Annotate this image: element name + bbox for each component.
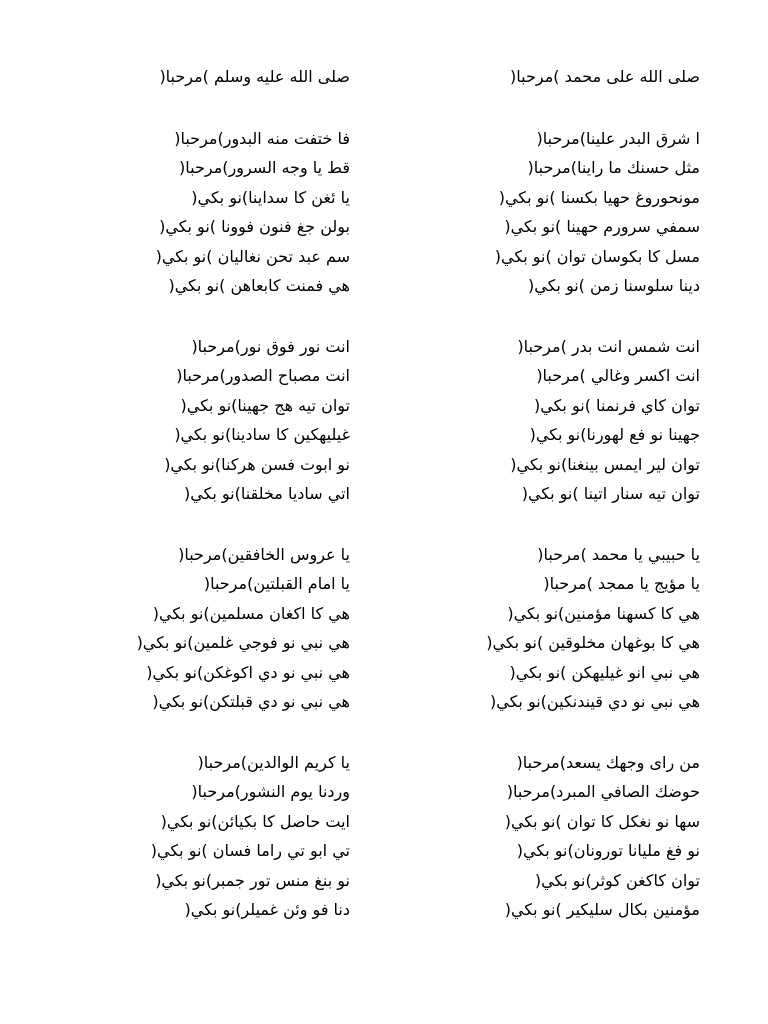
verse-line: هي نبي انو غيليهكن )نو بكي( — [509, 662, 700, 682]
verse-line: توان كاي فرنمنا )نو بكي( — [534, 395, 700, 415]
verse-line: يا ئغن كا سداينا)نو بكي( — [191, 187, 350, 207]
verse-line: يا عروس الخافقين)مرحبا( — [178, 544, 350, 564]
verse-line: يا مؤيج يا ممجد )مرحبا( — [543, 574, 700, 593]
left-column — [60, 62, 350, 956]
verse-line: سها نو نغكل كا توان )نو بكي( — [504, 811, 700, 831]
verse-line: وردنا يوم النشور)مرحبا( — [191, 782, 350, 801]
stanza — [400, 540, 700, 717]
verse-line: مسل كا بكوسان توان )نو بكي( — [494, 246, 700, 266]
verse-line: يا كريم الوالدين)مرحبا( — [197, 752, 350, 772]
verse-line: هي نبي نو فوجي غلمين)نو بكي( — [136, 633, 350, 652]
verse-line: انت مصباح الصدور)مرحبا( — [176, 366, 350, 385]
verse-line: هي نبي نو دي قبلتكن)نو بكي( — [152, 692, 350, 711]
right-column — [400, 62, 700, 956]
verse-line: سمفي سرورم حهينا )نو بكي( — [504, 217, 700, 236]
verse-line: مونحوروغ حهيا بكسنا )نو بكي( — [498, 187, 700, 207]
stanza — [60, 332, 350, 509]
verse-line: هي كا بوغهان مخلوقين )نو بكي( — [486, 633, 700, 652]
verse-line: يا امام القبلتين)مرحبا( — [203, 574, 350, 593]
verse-line: توان لير ايمس بينغنا)نو بكي( — [510, 454, 700, 474]
stanza — [400, 124, 700, 301]
stanza — [60, 62, 350, 92]
verse-line: ا شرق البدر علينا)مرحبا( — [536, 128, 700, 148]
verse-line: دينا سلوسنا زمن )نو بكي( — [527, 276, 700, 295]
stanza — [400, 332, 700, 509]
verse-line: نو بنغ منس تور جمبر)نو بكي( — [155, 870, 350, 890]
stanza — [400, 748, 700, 925]
verse-line: انت نور فوق نور)مرحبا( — [191, 336, 350, 356]
verse-line: مثل حسنك ما راينا)مرحبا( — [527, 158, 700, 177]
verse-line: نو ابوت فسن هركنا)نو بكي( — [164, 454, 350, 474]
verse-line: تي ابو تي راما فسان )نو بكي( — [150, 841, 350, 860]
verse-line: هي كا كسهنا مؤمنين)نو بكي( — [507, 603, 700, 623]
verse-line: انت شمس انت بدر )مرحبا( — [517, 336, 700, 356]
verse-line: هي نبي نو دي قيندنكين)نو بكي( — [489, 692, 700, 711]
verse-line: هي نبي نو دي اكوغكن)نو بكي( — [146, 662, 350, 682]
verse-line: هي فمنت كابعاهن )نو بكي( — [168, 276, 350, 295]
verse-line: بولن جغ فنون فوونا )نو بكي( — [159, 217, 350, 236]
stanza — [60, 540, 350, 717]
verse-line: يا حبيبي يا محمد )مرحبا( — [537, 544, 700, 564]
verse-line: قط يا وجه السرور)مرحبا( — [179, 158, 350, 177]
verse-line: توان تيه سنار اتينا )نو بكي( — [521, 484, 700, 503]
verse-line: مؤمنين بكال سليكير )نو بكي( — [504, 900, 700, 919]
verse-line: توان كاكغن كوثر)نو بكي( — [534, 870, 700, 890]
verse-line: سم عبد تحن نغاليان )نو بكي( — [155, 246, 350, 266]
verse-line: نو فغ مليانا تورونان)نو بكي( — [516, 841, 700, 860]
verse-line: ايت حاصل كا بكيائن)نو بكي( — [160, 811, 350, 831]
verse-line: صلى الله على محمد )مرحبا( — [510, 67, 700, 86]
verse-line: اتي ساديا مخلقنا)نو بكي( — [183, 484, 350, 503]
verse-line: صلى الله عليه وسلم )مرحبا( — [159, 67, 350, 86]
stanza — [400, 62, 700, 92]
stanza — [60, 748, 350, 925]
verse-line: انت اكسر وغالي )مرحبا( — [536, 366, 700, 385]
verse-line: فا ختفت منه البدور)مرحبا( — [174, 128, 350, 148]
verse-line: توان تيه هج جهينا)نو بكي( — [180, 395, 350, 415]
stanza — [60, 124, 350, 301]
verse-line: جهينا نو فع لهورنا)نو بكي( — [529, 425, 700, 444]
verse-line: من راى وجهك يسعد)مرحبا( — [516, 752, 700, 772]
verse-line: هي كا اكغان مسلمين)نو بكي( — [152, 603, 350, 623]
verse-line: دنا فو وئن غميلر)نو بكي( — [184, 900, 350, 919]
verse-line: حوضك الصافي المبرد)مرحبا( — [506, 782, 700, 801]
verse-line: غيليهكين كا سادينا)نو بكي( — [174, 425, 350, 444]
